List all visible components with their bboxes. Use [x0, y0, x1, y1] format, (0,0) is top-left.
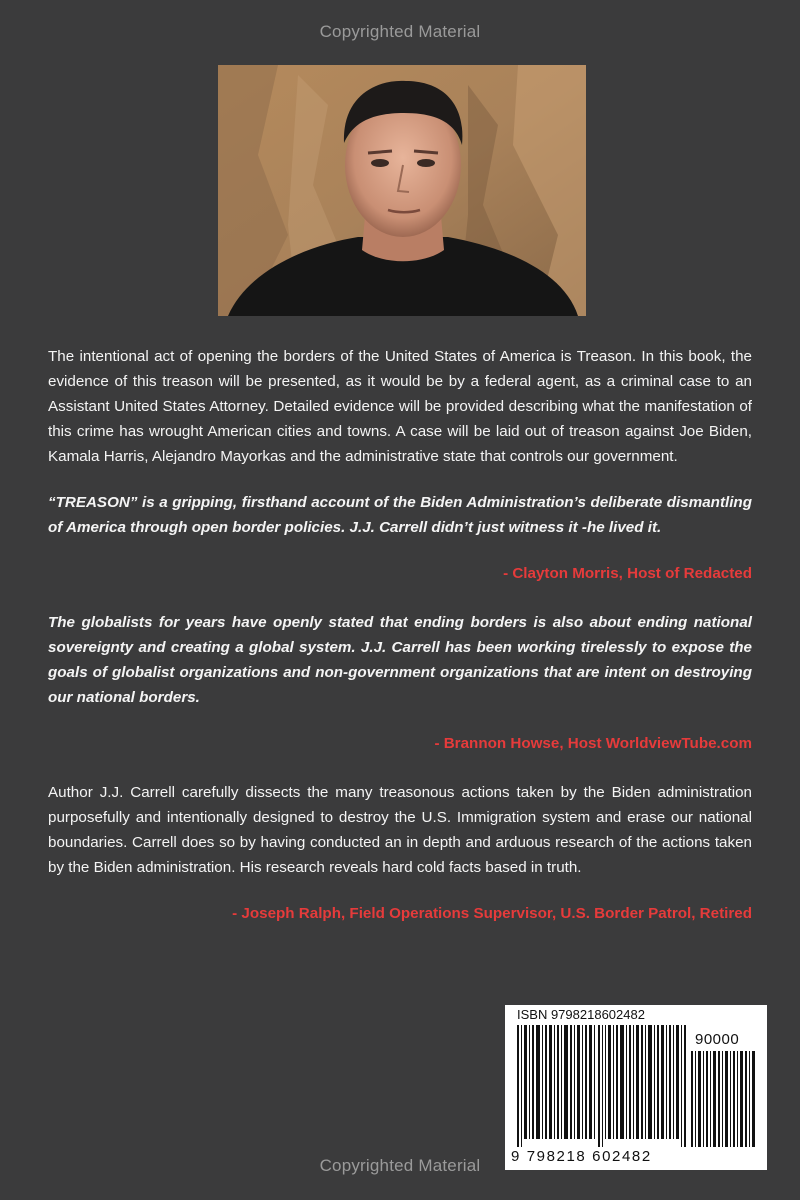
endorsement-quote-1: “TREASON” is a gripping, firsthand account of the Biden Administration’s deliberate dismantling of America through open border policies. J.J. Carrell didn’t just witness it -he lived it. — [48, 494, 752, 536]
author-photo — [218, 65, 586, 316]
endorsement-attribution-2: - Brannon Howse, Host WorldviewTube.com — [434, 735, 752, 752]
price-code: 90000 — [695, 1031, 740, 1048]
copyright-watermark-top: Copyrighted Material — [319, 22, 481, 41]
endorsement-attribution-1: - Clayton Morris, Host of Redacted — [503, 565, 752, 582]
isbn-barcode — [505, 1005, 767, 1170]
addon-barcode-icon — [691, 1051, 757, 1147]
back-cover-text — [48, 344, 752, 926]
synopsis-paragraph: The intentional act of opening the borders of the United States of America is Treason. In this book, the evidence of this treason will be presented, as it would be by a federal agent, as a criminal case to an Assistant United States Attorney. Detailed evidence will be provided describing what the manifestation of this crime has wrought American cities and towns. A case will be laid out of treason against Joe Biden, Kamala Harris, Alejandro Mayorkas and the administrative state that controls our government. — [48, 348, 752, 465]
barcode-bars-icon — [517, 1025, 687, 1147]
isbn-label: ISBN 9798218602482 — [517, 1007, 645, 1022]
isbn-digits: 9 798218 602482 — [511, 1148, 652, 1165]
copyright-watermark-bottom: Copyrighted Material — [319, 1156, 481, 1175]
endorsement-quote-2: The globalists for years have openly stated that ending borders is also about ending national sovereignty and creating a global system. J.J. Carrell has been working tirelessly to expose the goals of globalist organizations and non-government organizations that are intent on destroying our national borders. — [48, 614, 752, 706]
endorsement-attribution-3: - Joseph Ralph, Field Operations Supervisor, U.S. Border Patrol, Retired — [232, 905, 752, 922]
endorsement-quote-3: Author J.J. Carrell carefully dissects the many treasonous actions taken by the Biden administration purposefully and intentionally designed to destroy the U.S. Immigration system and erase our national boundaries. Carrell does so by having conducted an in depth and arduous research of the actions taken by the Biden administration. His research reveals hard cold facts based in truth. — [48, 784, 752, 876]
